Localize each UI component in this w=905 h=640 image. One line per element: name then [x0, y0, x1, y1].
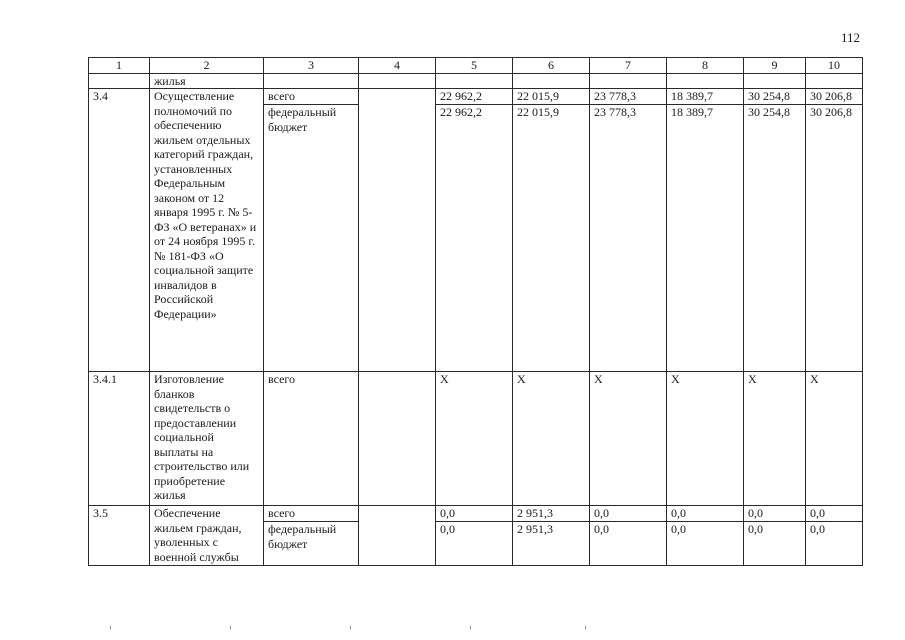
column-4-cell	[359, 372, 436, 506]
value-cell: 23 778,3	[590, 89, 667, 105]
value-cell: X	[744, 372, 806, 506]
table-row	[89, 89, 863, 105]
value-cell: 18 389,7	[667, 105, 744, 372]
row-name: Осуществление полномочий по обеспечению жильем отдельных категорий граждан, установленных Федеральным законом от 12 января 1995 г. № 5-ФЗ «О ветеранах» и от 24 ноября 1995 г. № 181-ФЗ «О социальной защите инвалидов в Российской Федерации»	[150, 89, 264, 372]
cell-empty	[89, 73, 150, 89]
column-header-7: 7	[590, 58, 667, 74]
source-cell: всего	[264, 506, 359, 522]
source-cell: всего	[264, 372, 359, 506]
value-cell: 0,0	[744, 506, 806, 522]
header-row	[89, 58, 863, 74]
budget-table	[88, 57, 863, 566]
value-cell: 22 962,2	[436, 89, 513, 105]
row-code: 3.4.1	[89, 372, 150, 506]
value-cell: 0,0	[590, 522, 667, 566]
column-header-2: 2	[150, 58, 264, 74]
cell-empty	[359, 73, 436, 89]
column-header-10: 10	[806, 58, 863, 74]
row-name: Изготовление бланков свидетельств о предоставлении социальной выплаты на строительство или приобретение жилья	[150, 372, 264, 506]
value-cell: X	[667, 372, 744, 506]
value-cell: 22 015,9	[513, 105, 590, 372]
value-cell: 0,0	[806, 522, 863, 566]
value-cell: X	[590, 372, 667, 506]
scan-artifacts	[110, 626, 710, 630]
value-cell: 22 962,2	[436, 105, 513, 372]
value-cell: 0,0	[744, 522, 806, 566]
column-header-9: 9	[744, 58, 806, 74]
cell-empty	[436, 73, 513, 89]
cell-empty	[806, 73, 863, 89]
value-cell: 2 951,3	[513, 522, 590, 566]
column-header-8: 8	[667, 58, 744, 74]
table-row	[89, 506, 863, 522]
source-cell: федеральный бюджет	[264, 522, 359, 566]
continuation-text: жилья	[150, 73, 264, 89]
value-cell: 0,0	[667, 506, 744, 522]
value-cell: X	[513, 372, 590, 506]
source-cell: всего	[264, 89, 359, 105]
column-4-cell	[359, 506, 436, 566]
value-cell: X	[436, 372, 513, 506]
value-cell: 0,0	[436, 522, 513, 566]
cell-empty	[264, 73, 359, 89]
column-header-5: 5	[436, 58, 513, 74]
value-cell: 2 951,3	[513, 506, 590, 522]
value-cell: 23 778,3	[590, 105, 667, 372]
value-cell: 22 015,9	[513, 89, 590, 105]
column-header-3: 3	[264, 58, 359, 74]
value-cell: 30 206,8	[806, 89, 863, 105]
value-cell: X	[806, 372, 863, 506]
column-4-cell	[359, 89, 436, 372]
value-cell: 30 254,8	[744, 89, 806, 105]
row-name: Обеспечение жильем граждан, уволенных с военной службы	[150, 506, 264, 566]
cell-empty	[744, 73, 806, 89]
row-code: 3.5	[89, 506, 150, 566]
column-header-1: 1	[89, 58, 150, 74]
value-cell: 0,0	[667, 522, 744, 566]
cell-empty	[667, 73, 744, 89]
cell-empty	[513, 73, 590, 89]
page-number: 112	[840, 30, 860, 45]
continuation-row	[89, 73, 863, 89]
value-cell: 0,0	[590, 506, 667, 522]
value-cell: 0,0	[806, 506, 863, 522]
column-header-6: 6	[513, 58, 590, 74]
table-row	[89, 372, 863, 506]
value-cell: 30 254,8	[744, 105, 806, 372]
value-cell: 0,0	[436, 506, 513, 522]
value-cell: 30 206,8	[806, 105, 863, 372]
value-cell: 18 389,7	[667, 89, 744, 105]
row-code: 3.4	[89, 89, 150, 372]
cell-empty	[590, 73, 667, 89]
source-cell: федеральный бюджет	[264, 105, 359, 372]
column-header-4: 4	[359, 58, 436, 74]
